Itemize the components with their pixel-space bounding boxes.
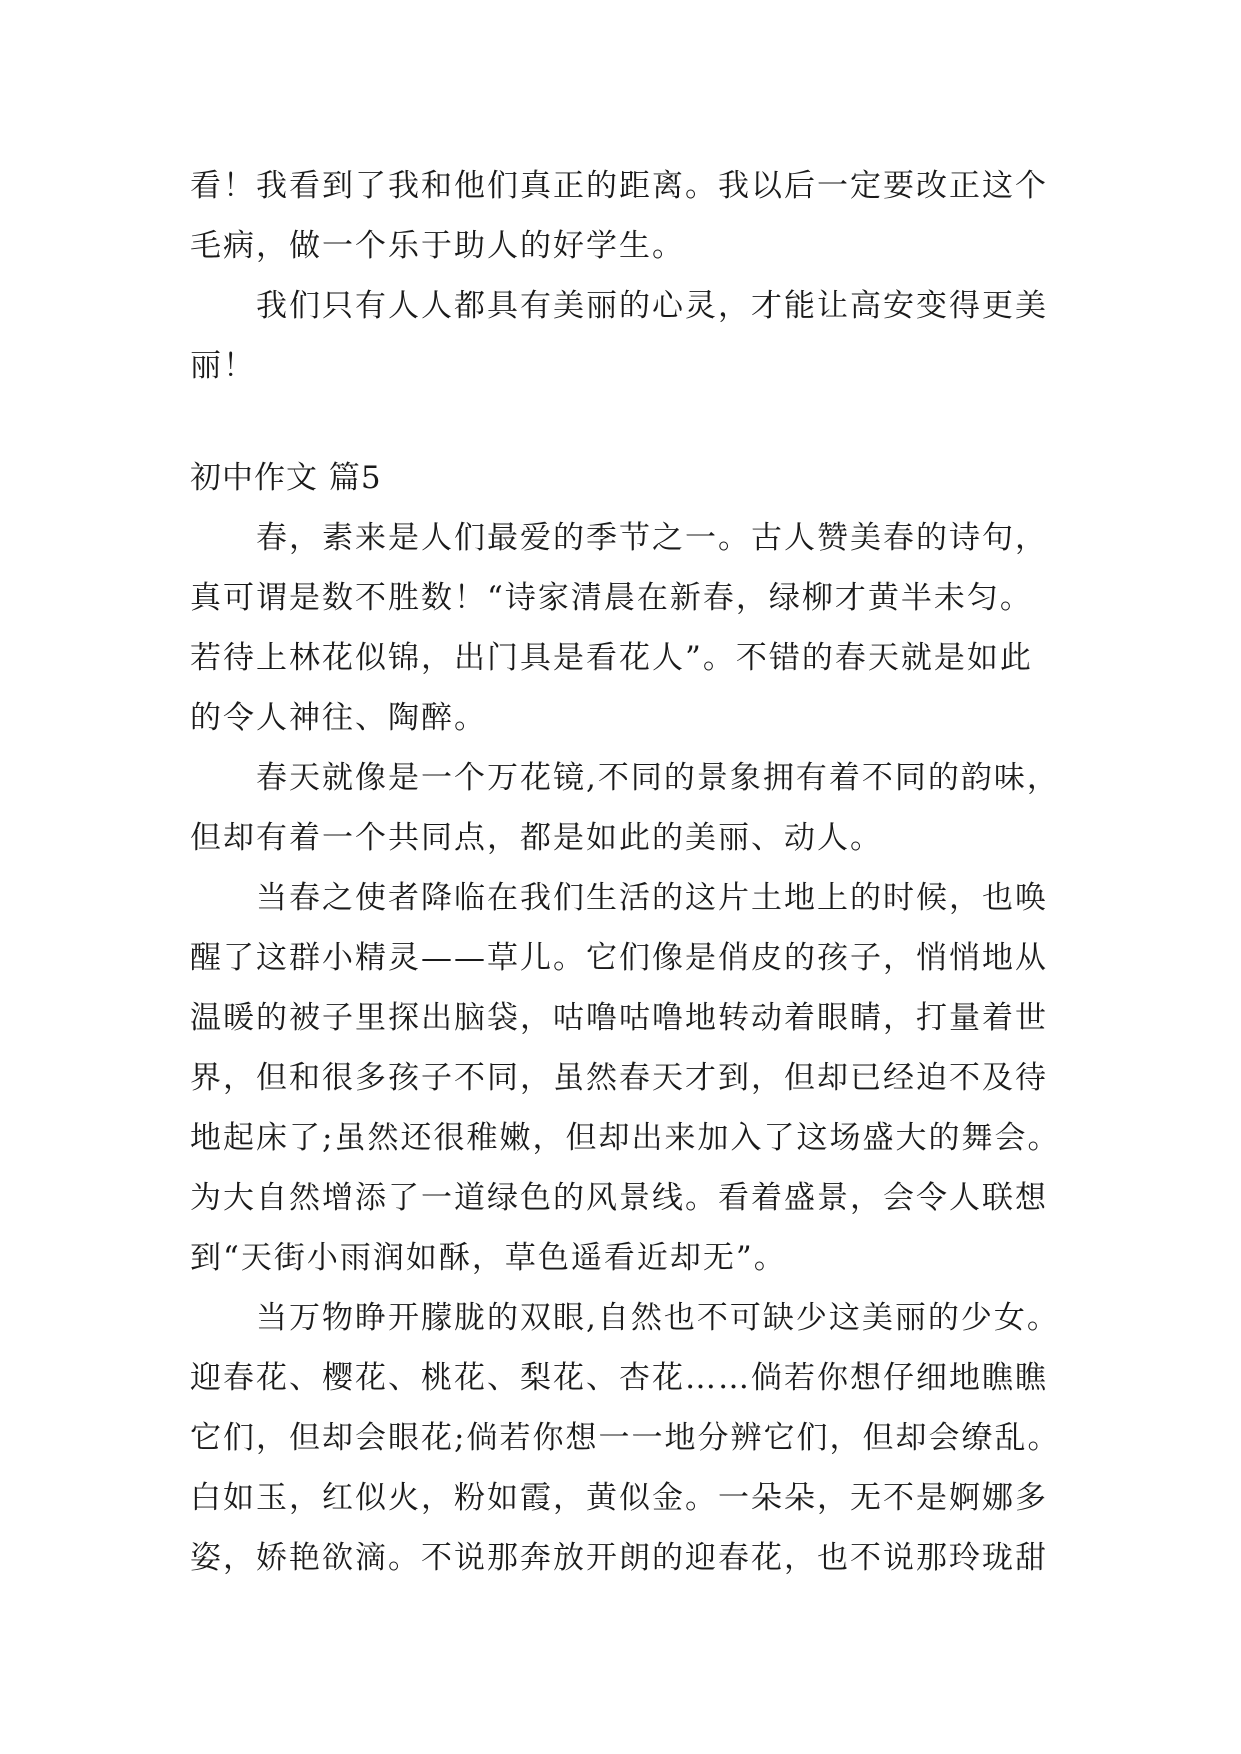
paragraph-start: 当万物睁开朦胧的双眼,自然也不可缺少这美丽的少女。 [256, 1300, 1060, 1336]
text-line: 温暖的被子里探出脑袋，咕噜咕噜地转动着眼睛，打量着世 [190, 1000, 1048, 1036]
paragraph-start: 春，素来是人们最爱的季节之一。古人赞美春的诗句， [256, 520, 1048, 556]
text-line: 为大自然增添了一道绿色的风景线。看着盛景，会令人联想 [190, 1180, 1048, 1216]
text-line: 醒了这群小精灵——草儿。它们像是俏皮的孩子，悄悄地从 [190, 940, 1048, 976]
text-line: 若待上林花似锦，出门具是看花人”。不错的春天就是如此 [190, 640, 1033, 676]
text-line: 真可谓是数不胜数！“诗家清晨在新春，绿柳才黄半未匀。 [190, 580, 1033, 616]
text-line: 界，但和很多孩子不同，虽然春天才到，但却已经迫不及待 [190, 1060, 1048, 1096]
text-line: 看！我看到了我和他们真正的距离。我以后一定要改正这个 [190, 168, 1048, 204]
paragraph-start: 春天就像是一个万花镜,不同的景象拥有着不同的韵味， [256, 760, 1060, 796]
text-line: 地起床了;虽然还很稚嫩，但却出来加入了这场盛大的舞会。 [190, 1120, 1061, 1156]
text-line: 到“天街小雨润如酥，草色遥看近却无”。 [190, 1240, 787, 1276]
text-line: 毛病，做一个乐于助人的好学生。 [190, 228, 685, 264]
text-line: 迎春花、樱花、桃花、梨花、杏花……倘若你想仔细地瞧瞧 [190, 1360, 1048, 1396]
text-line: 它们，但却会眼花;倘若你想一一地分辨它们，但却会缭乱。 [190, 1420, 1061, 1456]
text-line: 白如玉，红似火，粉如霞，黄似金。一朵朵，无不是婀娜多 [190, 1480, 1048, 1516]
section-heading: 初中作文 篇5 [190, 460, 382, 496]
text-line: 姿，娇艳欲滴。不说那奔放开朗的迎春花，也不说那玲珑甜 [190, 1540, 1048, 1576]
text-line: 的令人神往、陶醉。 [190, 700, 487, 736]
paragraph-start: 当春之使者降临在我们生活的这片土地上的时候，也唤 [256, 880, 1048, 916]
paragraph-start: 我们只有人人都具有美丽的心灵，才能让高安变得更美 [256, 288, 1048, 324]
text-line: 但却有着一个共同点，都是如此的美丽、动人。 [190, 820, 883, 856]
text-line: 丽！ [190, 348, 256, 384]
